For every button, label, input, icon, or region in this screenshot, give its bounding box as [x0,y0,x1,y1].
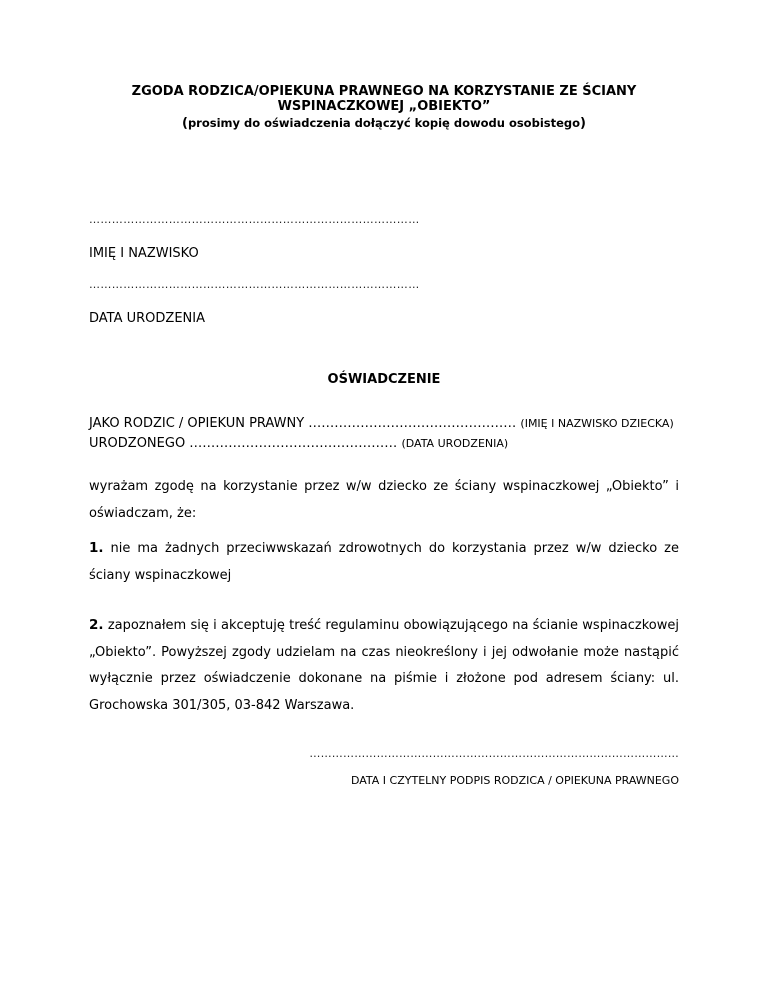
birth-date-dotted-line: …………………………………………………………………………… [89,278,420,291]
form-title-line2: WSPINACZKOWEJ „OBIEKTO” [277,99,491,114]
subtitle-close-paren: ) [580,116,586,131]
name-label: IMIĘ I NAZWISKO [89,246,199,261]
name-field[interactable] [89,213,420,226]
form-subtitle [0,116,768,131]
signature-block [292,747,679,787]
parent-line-text: JAKO RODZIC / OPIEKUN PRAWNY ………………………………………… [89,416,517,431]
point-1-number: 1. [89,540,104,556]
consent-paragraph: wyrażam zgodę na korzystanie przez w/w dziecko ze ściany wspinaczkowej „Obiekto” i oświadczam, że: [89,479,679,521]
subtitle-text: prosimy do oświadczenia dołączyć kopię dowodu osobistego [187,116,581,130]
point-2 [89,612,679,719]
point-1-text: nie ma żadnych przeciwwskazań zdrowotnych do korzystania przez w/w dziecko ze ściany wspinaczkowej [89,541,679,583]
statement-heading: OŚWIADCZENIE [327,372,441,387]
name-dotted-line: …………………………………………………………………………… [89,213,420,226]
form-title-line1: ZGODA RODZICA/OPIEKUNA PRAWNEGO NA KORZYSTANIE ZE ŚCIANY [131,84,637,99]
birth-date-hint: (DATA URODZENIA) [401,437,509,450]
birth-date-field[interactable] [89,278,420,291]
point-2-number: 2. [89,617,104,633]
form-header [0,84,768,131]
child-name-hint: (IMIĘ I NAZWISKO DZIECKA) [520,417,674,430]
birth-line [89,436,679,451]
point-1 [89,535,679,589]
point-2-text: zapoznałem się i akceptuję treść regulaminu obowiązującego na ścianie wspinaczkowej „Obiekto”. Powyższej zgody udzielam na czas nieokreślony i jej odwołanie może nastąpić wyłącznie przez oświadczenie dokonane na piśmie i złożone pod adresem ściany: ul. Grochowska 301/305, 03-842 Warszawa. [89,618,680,713]
birth-line-text: URODZONEGO ………………………………………… [89,436,398,451]
subtitle-open-paren: ( [181,116,188,131]
signature-label: DATA I CZYTELNY PODPIS RODZICA / OPIEKUNA PRAWNEGO [350,774,679,787]
birth-date-label: DATA URODZENIA [89,311,205,326]
signature-dotted-line[interactable]: ……………………………………………………………………………………… [309,747,679,760]
parent-line [89,416,679,431]
